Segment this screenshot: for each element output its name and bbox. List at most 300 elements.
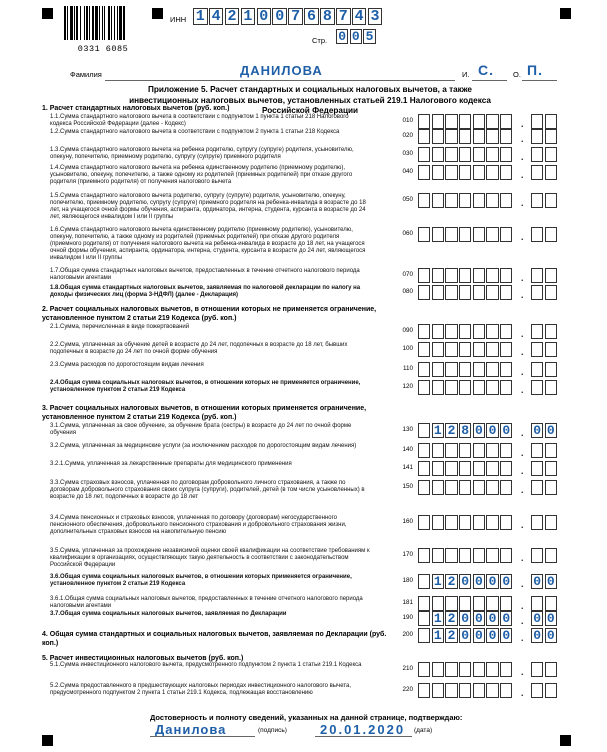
corner-marker [560, 8, 571, 19]
char-cell [545, 662, 557, 677]
char-cell: 0 [500, 423, 512, 438]
row-number: 5.1. [50, 662, 61, 668]
char-cell [473, 548, 485, 563]
cents-field[interactable] [531, 362, 558, 377]
amount-field[interactable] [418, 628, 514, 643]
char-cell [531, 268, 543, 283]
row-description [50, 193, 370, 221]
barcode-bar [86, 6, 88, 40]
char-cell: 0 [473, 574, 485, 589]
initial-o-value[interactable]: П. [527, 62, 543, 78]
char-cell [432, 443, 444, 458]
char-cell [432, 548, 444, 563]
char-cell [500, 515, 512, 530]
char-cell [473, 362, 485, 377]
row-number: 2.1. [50, 324, 61, 330]
row-code: 030 [402, 150, 413, 157]
row-text: Сумма инвестиционного налогового вычета, предусмотренного подпунктом 2 пункта 1 статьи 219.1 Кодекса [60, 662, 362, 668]
char-cell: 0 [486, 423, 498, 438]
char-cell [545, 548, 557, 563]
cents-field[interactable] [531, 683, 558, 698]
cents-field[interactable] [531, 324, 558, 339]
char-cell [445, 227, 457, 242]
char-cell [545, 362, 557, 377]
cents-field[interactable] [531, 342, 558, 357]
cents-field[interactable] [531, 596, 558, 611]
char-cell: 0 [459, 574, 471, 589]
char-cell [418, 548, 430, 563]
char-cell [531, 480, 543, 495]
amount-field[interactable] [418, 380, 514, 395]
char-cell [500, 147, 512, 162]
char-cell [418, 380, 430, 395]
corner-marker [152, 8, 163, 19]
row-number: 3.5. [50, 548, 61, 554]
row-code: 050 [402, 196, 413, 203]
initial-o-underline [522, 80, 557, 81]
char-cell [445, 114, 457, 129]
char-cell [486, 285, 498, 300]
row-description [50, 574, 370, 588]
char-cell: 0 [486, 628, 498, 643]
row-text: Сумма расходов по дорогостоящим видам лечения [60, 362, 204, 368]
amount-field[interactable] [418, 165, 514, 180]
char-cell [486, 515, 498, 530]
initial-o-label: О. [513, 70, 521, 79]
row-code: 110 [402, 365, 413, 372]
char-cell [473, 227, 485, 242]
char-cell [545, 380, 557, 395]
char-cell [500, 129, 512, 144]
row-code: 060 [402, 230, 413, 237]
row-number: 2.3. [50, 362, 61, 368]
decimal-point: . [521, 466, 524, 476]
char-cell [432, 114, 444, 129]
char-cell: 1 [193, 8, 208, 25]
char-cell [531, 548, 543, 563]
amount-field[interactable] [418, 227, 514, 242]
cents-field[interactable] [531, 285, 558, 300]
char-cell [531, 193, 543, 208]
char-cell [459, 480, 471, 495]
char-cell [473, 285, 485, 300]
char-cell [432, 285, 444, 300]
amount-field[interactable] [418, 515, 514, 530]
char-cell [531, 380, 543, 395]
row-text: Сумма предоставленного в предшествующих налоговых периодах инвестиционного налогового вычета, предусмотренного подпунктом 2 пункта 1 статьи 219.1 Кодекса, подлежащая восстановлению [50, 683, 352, 696]
amount-field[interactable] [418, 683, 514, 698]
inn-field[interactable] [193, 8, 384, 25]
barcode-bar [111, 6, 112, 40]
section-5-header: 5. Расчет инвестиционных налоговых вычетов (руб. коп.) [42, 655, 244, 662]
char-cell [500, 362, 512, 377]
char-cell: 8 [320, 8, 335, 25]
barcode-bar [70, 6, 73, 40]
char-cell [500, 380, 512, 395]
char-cell [418, 480, 430, 495]
row-description [50, 515, 370, 536]
char-cell [545, 324, 557, 339]
cents-field[interactable] [531, 129, 558, 144]
char-cell [445, 285, 457, 300]
char-cell [445, 324, 457, 339]
char-cell [418, 227, 430, 242]
char-cell: 5 [363, 29, 375, 44]
decimal-point: . [521, 667, 524, 677]
char-cell [432, 193, 444, 208]
char-cell [473, 380, 485, 395]
char-cell [418, 362, 430, 377]
char-cell [486, 480, 498, 495]
row-code: 150 [402, 483, 413, 490]
char-cell: 0 [545, 574, 557, 589]
row-code: 160 [402, 518, 413, 525]
char-cell [486, 662, 498, 677]
char-cell [486, 114, 498, 129]
barcode-number: 0331 6085 [77, 44, 129, 54]
barcode-bar [84, 6, 85, 40]
row-text: Сумма, уплаченная за лекарственные препараты для медицинского применения [65, 461, 292, 467]
char-cell: 0 [350, 29, 362, 44]
decimal-point: . [521, 232, 524, 242]
char-cell [459, 461, 471, 476]
row-description [50, 285, 370, 299]
char-cell [445, 443, 457, 458]
section-1-header: 1. Расчет стандартных налоговых вычетов (руб. коп.) [42, 105, 230, 112]
barcode-bar [89, 6, 90, 40]
row-text: Сумма стандартного налогового вычета в соответствии с подпунктом 1 пункта 1 статьи 218 Налогового кодекса Российской Федерации (далее - Кодекс) [50, 114, 349, 127]
char-cell [459, 596, 471, 611]
char-cell [486, 362, 498, 377]
char-cell [473, 443, 485, 458]
char-cell [486, 596, 498, 611]
char-cell: 1 [432, 611, 444, 626]
char-cell [445, 268, 457, 283]
amount-field[interactable] [418, 114, 514, 129]
char-cell [473, 147, 485, 162]
char-cell [418, 628, 430, 643]
row-number: 3.1. [50, 423, 61, 429]
char-cell [531, 129, 543, 144]
char-cell: 0 [531, 628, 543, 643]
char-cell: 0 [500, 611, 512, 626]
char-cell [418, 683, 430, 698]
cents-field[interactable] [531, 461, 558, 476]
char-cell [545, 461, 557, 476]
char-cell: 2 [445, 574, 457, 589]
corner-marker [560, 735, 571, 746]
char-cell: 0 [473, 628, 485, 643]
char-cell [418, 461, 430, 476]
char-cell: 2 [445, 628, 457, 643]
amount-field[interactable] [418, 443, 514, 458]
char-cell [500, 443, 512, 458]
char-cell [445, 193, 457, 208]
amount-field[interactable] [418, 268, 514, 283]
row-description [50, 480, 370, 501]
char-cell [459, 548, 471, 563]
cents-field[interactable] [531, 480, 558, 495]
char-cell [432, 461, 444, 476]
row-number: 3.4. [50, 515, 61, 521]
row-number: 2.2. [50, 342, 61, 348]
amount-field[interactable] [418, 362, 514, 377]
char-cell [418, 662, 430, 677]
decimal-point: . [521, 385, 524, 395]
decimal-point: . [521, 290, 524, 300]
char-cell [459, 193, 471, 208]
char-cell [545, 515, 557, 530]
amount-field[interactable] [418, 342, 514, 357]
cents-field[interactable] [531, 114, 558, 129]
char-cell [459, 285, 471, 300]
char-cell: 1 [432, 628, 444, 643]
char-cell: 6 [304, 8, 319, 25]
char-cell [473, 342, 485, 357]
cents-field[interactable] [531, 380, 558, 395]
row-code: 190 [402, 614, 413, 621]
barcode-bar [67, 6, 68, 40]
char-cell [531, 324, 543, 339]
decimal-point: . [521, 273, 524, 283]
row-code: 181 [402, 599, 413, 606]
row-description [50, 362, 370, 369]
char-cell [473, 324, 485, 339]
amount-field[interactable] [418, 611, 514, 626]
row-text: Общая сумма социальных налоговых вычетов, заявляемая по Декларации [60, 611, 287, 617]
signature[interactable]: Данилова [155, 722, 227, 737]
char-cell [432, 662, 444, 677]
decimal-point: . [521, 428, 524, 438]
char-cell [473, 480, 485, 495]
char-cell [432, 362, 444, 377]
cents-field[interactable] [531, 611, 558, 626]
date-underline [315, 736, 412, 737]
row-code: 090 [402, 327, 413, 334]
char-cell [486, 147, 498, 162]
char-cell [531, 114, 543, 129]
barcode-bar [123, 6, 125, 40]
char-cell [432, 596, 444, 611]
row-code: 020 [402, 132, 413, 139]
char-cell [459, 362, 471, 377]
surname-value[interactable]: ДАНИЛОВА [240, 63, 323, 78]
char-cell [531, 362, 543, 377]
cents-field[interactable] [531, 574, 558, 589]
barcode-bar [76, 6, 78, 40]
decimal-point: . [521, 601, 524, 611]
char-cell [445, 380, 457, 395]
row-number: 1.6. [50, 227, 61, 233]
row-text: Общая сумма стандартных налоговых вычетов, заявляемая по налоговой декларации по налогу на доходы физических лиц (форма 3-НДФЛ) (далее - Декларация) [50, 285, 361, 298]
amount-field[interactable] [418, 662, 514, 677]
char-cell [459, 268, 471, 283]
row-code: 100 [402, 345, 413, 352]
char-cell [459, 324, 471, 339]
char-cell [418, 423, 430, 438]
cents-field[interactable] [531, 147, 558, 162]
amount-field[interactable] [418, 596, 514, 611]
amount-field[interactable] [418, 461, 514, 476]
char-cell: 0 [272, 8, 287, 25]
row-number: 1.1. [50, 114, 61, 120]
char-cell [486, 683, 498, 698]
inn-label: ИНН [170, 15, 187, 24]
row-text: Сумма, уплаченная за обучение детей в возрасте до 24 лет, подопечных в возрасте до 18 лет, бывших подопечных в возрасте до 24 лет по очной форме обучения [50, 342, 348, 355]
char-cell [459, 662, 471, 677]
char-cell [418, 324, 430, 339]
row-description [50, 147, 370, 161]
decimal-point: . [521, 616, 524, 626]
amount-field[interactable] [418, 285, 514, 300]
char-cell [459, 114, 471, 129]
char-cell [418, 515, 430, 530]
char-cell [445, 165, 457, 180]
barcode-bar [74, 6, 75, 40]
char-cell [500, 324, 512, 339]
char-cell [445, 461, 457, 476]
char-cell [531, 683, 543, 698]
decimal-point: . [521, 688, 524, 698]
char-cell [445, 147, 457, 162]
char-cell [486, 443, 498, 458]
row-description [50, 380, 370, 394]
char-cell [418, 342, 430, 357]
amount-field[interactable] [418, 193, 514, 208]
row-code: 141 [402, 464, 413, 471]
char-cell [545, 165, 557, 180]
char-cell [531, 596, 543, 611]
corner-marker [42, 735, 53, 746]
cents-field[interactable] [531, 443, 558, 458]
row-number: 3.2.1. [50, 461, 66, 467]
char-cell [418, 285, 430, 300]
initial-i-label: И. [462, 70, 470, 79]
char-cell: 0 [486, 574, 498, 589]
char-cell [432, 268, 444, 283]
char-cell [486, 227, 498, 242]
barcode-bar [64, 6, 66, 40]
char-cell [545, 227, 557, 242]
confirmation-text: Достоверность и полноту сведений, указанных на данной странице, подтверждаю: [150, 713, 463, 722]
barcode-bar [104, 6, 105, 40]
decimal-point: . [521, 170, 524, 180]
amount-field[interactable] [418, 423, 514, 438]
char-cell [500, 480, 512, 495]
barcode-bar [119, 6, 122, 40]
char-cell [486, 461, 498, 476]
row-text: Сумма страховых взносов, уплаченная по договорам добровольного личного страхования, а также по договорам добровольного страхования своих супруга (супруги), родителей, детей (в том числе усыновленных) в возрасте до 18 лет, подопечных в возрасте до 18 лет [50, 480, 365, 500]
row-number: 1.4. [50, 165, 61, 171]
decimal-point: . [521, 553, 524, 563]
page-number-field[interactable] [336, 29, 377, 44]
row-description [50, 342, 370, 356]
cents-field[interactable] [531, 227, 558, 242]
char-cell: 0 [531, 611, 543, 626]
row-text: Сумма стандартного налогового вычета единственному родителю (приемному родителю), усыновителю, опекуну, попечителю, а также одному из родителей (приемных родителей) при отказе другого родителя (приемного родителя) от получения налогового вычета на ребенка-инвалида в возрасте до 18 лет, на учащегося очной формы обучения, аспиранта, ординатора, интерна, студента, курсанта в возрасте до 24 лет, являющегося инвалидом I или II группы [50, 227, 366, 261]
amount-field[interactable] [418, 324, 514, 339]
char-cell [432, 683, 444, 698]
row-code: 210 [402, 665, 413, 672]
row-code: 220 [402, 686, 413, 693]
char-cell [473, 268, 485, 283]
char-cell [445, 129, 457, 144]
row-number: 3.2. [50, 443, 61, 449]
char-cell [531, 285, 543, 300]
char-cell [500, 285, 512, 300]
char-cell [473, 114, 485, 129]
amount-field[interactable] [418, 129, 514, 144]
cents-field[interactable] [531, 193, 558, 208]
char-cell: 7 [288, 8, 303, 25]
char-cell [459, 515, 471, 530]
char-cell [545, 596, 557, 611]
row-code: 120 [402, 383, 413, 390]
char-cell [418, 165, 430, 180]
char-cell [459, 129, 471, 144]
row-text: Общая сумма социальных налоговых вычетов, предоставленных в течение отчетного налогового периода налоговыми агентами [50, 596, 363, 609]
char-cell [459, 380, 471, 395]
amount-field[interactable] [418, 147, 514, 162]
cents-field[interactable] [531, 268, 558, 283]
corner-marker [42, 8, 53, 19]
char-cell: 0 [545, 423, 557, 438]
char-cell [500, 596, 512, 611]
initial-i-value[interactable]: С. [478, 62, 494, 78]
char-cell [432, 480, 444, 495]
char-cell: 2 [225, 8, 240, 25]
char-cell [418, 129, 430, 144]
row-number: 1.5. [50, 193, 61, 199]
char-cell [473, 461, 485, 476]
row-code: 130 [402, 426, 413, 433]
surname-label: Фамилия [70, 70, 102, 79]
row-number: 1.7. [50, 268, 61, 274]
char-cell [500, 165, 512, 180]
signature-underline [150, 736, 255, 737]
decimal-point: . [521, 485, 524, 495]
char-cell [473, 193, 485, 208]
row-description [50, 596, 370, 610]
cents-field[interactable] [531, 165, 558, 180]
char-cell [418, 147, 430, 162]
row-text: Сумма стандартного налогового вычета в соответствии с подпунктом 2 пункта 1 статьи 218 Кодекса [60, 129, 340, 135]
char-cell [459, 147, 471, 162]
amount-field[interactable] [418, 480, 514, 495]
row-number: 3.6. [50, 574, 61, 580]
char-cell [500, 342, 512, 357]
row-code: 070 [402, 271, 413, 278]
char-cell [418, 574, 430, 589]
cents-field[interactable] [531, 548, 558, 563]
signature-date[interactable]: 20.01.2020 [320, 722, 406, 737]
char-cell [531, 342, 543, 357]
char-cell: 4 [352, 8, 367, 25]
cents-field[interactable] [531, 515, 558, 530]
amount-field[interactable] [418, 548, 514, 563]
char-cell [545, 193, 557, 208]
row-code: 170 [402, 551, 413, 558]
cents-field[interactable] [531, 662, 558, 677]
char-cell [531, 662, 543, 677]
section-2-header: 2. Расчет социальных налоговых вычетов, в отношении которых не применяется ограничение, установленное пунктом 2 статьи 219 Кодекса (руб. коп.) [42, 306, 377, 322]
cents-field[interactable] [531, 628, 558, 643]
cents-field[interactable] [531, 423, 558, 438]
barcode-bar [117, 6, 118, 40]
decimal-point: . [521, 633, 524, 643]
amount-field[interactable] [418, 574, 514, 589]
row-number: 3.7. [50, 611, 61, 617]
